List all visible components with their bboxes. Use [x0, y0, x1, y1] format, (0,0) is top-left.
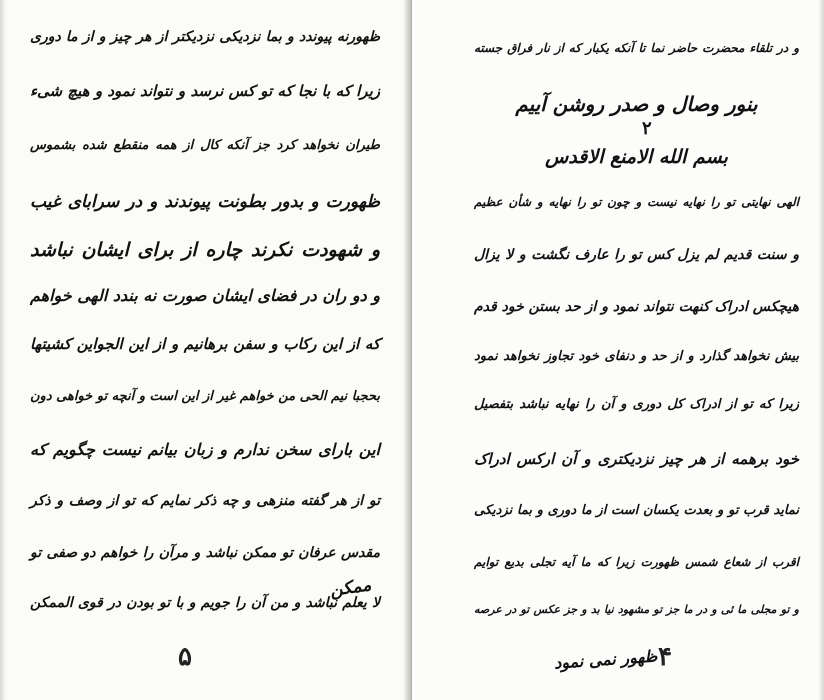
left-line-10: تو از هر گفته منزهی و چه ذکر نمایم که تو از وصف و ذکر — [30, 493, 380, 509]
right-page-number: ۴ — [658, 642, 672, 672]
right-page-edge — [818, 0, 824, 700]
left-page-number: ۵ — [178, 642, 192, 672]
left-line-11: مقدس عرفان تو ممکن نباشد و مرآن را خواهم دو صفی تو — [30, 545, 380, 561]
left-line-5: و شهودت نکرند چاره از برای ایشان نباشد — [30, 239, 380, 261]
right-page — [412, 0, 824, 700]
right-line-11: اقرب از شعاع شمس ظهورت زیرا که ما آیه تجلی بدیع توایم — [474, 555, 799, 569]
right-line-8: زیرا که تو از ادراک کل دوری و آن را نهایه نباشد بتفصیل — [474, 397, 799, 412]
right-line-5: و سنت قدیم لم یزل کس تو را عارف نگشت و لا یزال — [474, 247, 799, 263]
right-line-6: هیچکس ادراک کنهت نتواند نمود و از حد بستن خود قدم — [474, 299, 799, 315]
basmala-heading: بسم الله الامنع الاقدس — [545, 146, 728, 168]
right-line-4: الهی نهایتی تو را نهایه نیست و چون تو را نهایه و شأن عظیم — [474, 195, 799, 209]
left-line-6: و دو ران در فضای ایشان صورت نه بندد الهی خواهم — [30, 286, 380, 305]
left-line-12: لا یعلم نباشد و من آن را جویم و با تو بودن در قوی الممکن — [30, 595, 380, 611]
left-line-1: ظهورنه پیوندد و بما نزدیکی نزدیکتر از هر چیز و از ما دوری — [30, 29, 380, 45]
left-margin-note: ممکن — [328, 575, 373, 601]
right-line-10: نماید قرب تو و بعدت یکسان است از ما دوری و بما نزدیکی — [474, 503, 799, 518]
section-mark: ۲ — [642, 118, 652, 139]
left-line-8: بحجبا نیم الحی من خواهم غیر از این است و آنچه تو خواهی دون — [30, 389, 380, 404]
right-line-7: بیش نخواهد گذارد و از حد و دنفای خود تجاوز نخواهد نمود — [474, 349, 799, 364]
left-page-edge — [0, 0, 6, 700]
left-line-7: که از این رکاب و سفن برهانیم و از این الجواین کشیتها — [30, 335, 380, 353]
left-line-9: این بارای سخن ندارم و زبان بیانم نیست چگویم که — [30, 440, 380, 459]
right-line-2: بنور وصال و صدر روشن آییم — [515, 92, 758, 116]
left-line-3: طیران نخواهد کرد جز آنکه کال از همه منقطع شده بشموس — [30, 138, 380, 153]
right-line-9: خود برهمه از هر چیز نزدیکتری و آن ارکس ادراک — [474, 450, 799, 468]
left-line-2: زیرا که با نجا که تو کس نرسد و نتواند نمود و هیچ شیء — [30, 82, 380, 100]
right-line-12: و تو مجلی ما ئی و در ما جز تو مشهود نیا بد و جز عکس تو در عرصه — [474, 603, 799, 616]
left-line-4: ظهورت و بدور بطونت پیوندند و در سرابای غیب — [30, 192, 380, 212]
right-line-1: و در تلقاء محضرت حاضر نما تا آنکه یکبار که از نار فراق جسته — [474, 41, 799, 55]
catchword: ظهور نمی نمود — [553, 646, 658, 673]
